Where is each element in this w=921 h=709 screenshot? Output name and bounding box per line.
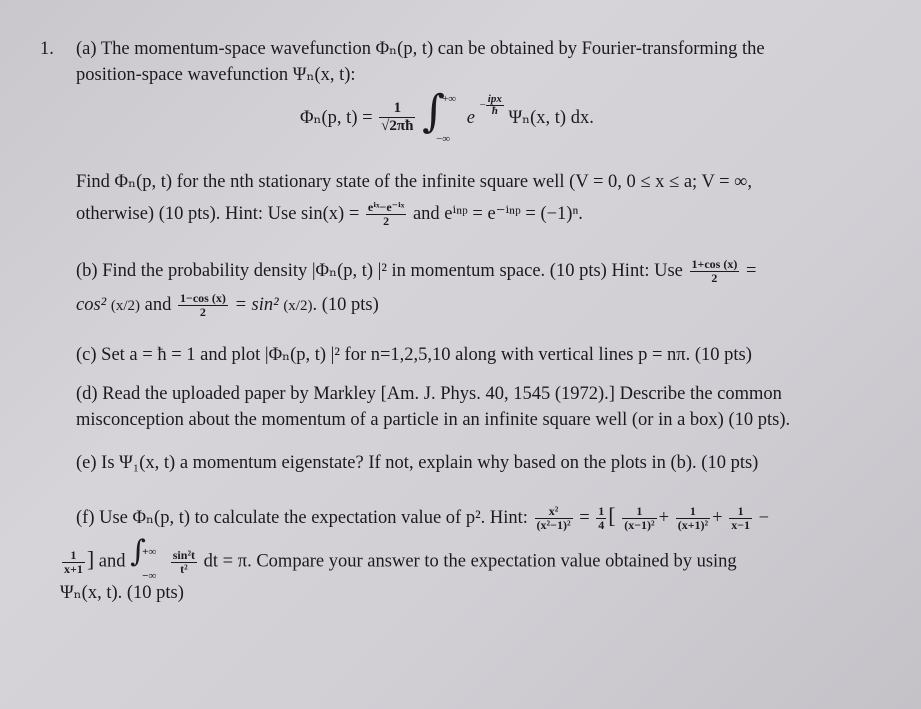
f-frac2-num: 1	[598, 504, 605, 519]
cos-hint-num: 1+cos (x)	[691, 257, 738, 271]
sin-sq-num: 1−cos (x)	[179, 291, 226, 305]
f-minus: −	[758, 508, 770, 528]
f-frac5-den: x−1	[731, 518, 751, 533]
eq-prefactor	[379, 100, 415, 135]
eq-lhs: Φₙ(p, t) =	[300, 107, 373, 128]
sin-sq-den: 2	[199, 305, 206, 319]
part-f-line2: $\frac{1}{x+1}$ ] and ∫ +∞ −∞ $\frac{\text{sin²t}}{\text{t²}}$ dt = π. Compare your answer to the expectation value obtained by using	[60, 547, 737, 577]
f-frac2	[596, 505, 606, 532]
integral-upper: +∞	[442, 92, 457, 105]
part-f-line1: (f) Use Φₙ(p, t) to calculate the expectation value of p². Hint: $\frac{\text{x²}}{\text{(x²−1)²}}$ = $\frac{1}{4}$ [ $\frac{1}{\text{(x−1)²}}$ + $\frac{1}{\text{(x+1)²}}$ + $\frac{1}{x-1}$ −	[76, 503, 770, 533]
sin-squared: = sin²	[234, 294, 279, 315]
find-line2-post: and eⁱⁿᵖ = e⁻ⁱⁿᵖ = (−1)ⁿ.	[412, 203, 583, 224]
part-b-equals: =	[745, 260, 757, 281]
sin-hint-num: eⁱˣ−e⁻ⁱˣ	[367, 200, 405, 214]
f-frac6-den: x+1	[64, 561, 83, 576]
f-frac1-num: x²	[535, 505, 573, 519]
cos-squared: cos²	[76, 294, 107, 315]
f-frac7-den: t²	[180, 561, 188, 576]
f-int-lower: −∞	[142, 570, 157, 582]
eq-rhs: Ψₙ(x, t) dx.	[508, 107, 594, 128]
part-b-points: . (10 pts)	[312, 294, 379, 315]
find-line1: Find Φₙ(p, t) for the nth stationary state of the infinite square well (V = 0, 0 ≤ x ≤ a; V = ∞,	[76, 172, 752, 192]
sin-hint-den: 2	[383, 214, 390, 228]
sin-sq-frac	[178, 292, 228, 319]
f-equals: =	[579, 508, 590, 528]
eq-prefactor-den: √2πħ	[381, 118, 414, 135]
f-frac5	[729, 505, 752, 532]
integral-lower: −∞	[436, 132, 451, 145]
f-frac4-num: 1	[676, 505, 710, 519]
eq-prefactor-num: 1	[379, 100, 415, 118]
f-int-upper: +∞	[142, 546, 157, 558]
part-d-line1: (d) Read the uploaded paper by Markley [Am. J. Phys. 40, 1545 (1972).] Describe the common	[76, 384, 782, 404]
f-frac7	[171, 549, 197, 576]
cos-hint-den: 2	[711, 271, 718, 285]
fourier-equation	[300, 85, 594, 145]
part-b-line2	[76, 292, 379, 319]
f-compare-text: dt = π. Compare your answer to the expectation value obtained by using	[203, 551, 737, 572]
part-e: (e) Is Ψ₁(x, t) a momentum eigenstate? If not, explain why based on the plots in (b). (10 pts)	[76, 453, 759, 473]
exp-base: e	[466, 107, 475, 128]
part-a-line1: (a) The momentum-space wavefunction Φₙ(p, t) can be obtained by Fourier-transforming the	[76, 39, 765, 59]
cos-hint-frac	[690, 258, 740, 285]
exp-num: ipx	[487, 93, 502, 105]
f-frac3-den: (x−1)²	[624, 518, 655, 533]
part-f-text: (f) Use Φₙ(p, t) to calculate the expectation value of p². Hint:	[76, 508, 528, 528]
f-frac6	[62, 549, 85, 576]
find-line2	[76, 201, 583, 228]
f-integral-sign: ∫ +∞ −∞	[130, 547, 164, 577]
f-and: and	[98, 551, 126, 572]
f-frac4	[676, 505, 710, 532]
part-b-line1	[76, 258, 756, 285]
f-frac2-den: 4	[598, 518, 605, 533]
find-line2-pre: otherwise) (10 pts). Hint: Use sin(x) =	[76, 203, 360, 224]
cos-arg: (x/2)	[110, 297, 141, 314]
sin-hint-frac	[366, 201, 406, 228]
f-frac5-num: 1	[729, 505, 752, 519]
part-a-line2: position-space wavefunction Ψₙ(x, t):	[76, 65, 356, 85]
f-frac4-den: (x+1)²	[677, 518, 709, 533]
part-b-text: (b) Find the probability density |Φₙ(p, t) |² in momentum space. (10 pts) Hint: Use	[76, 260, 683, 281]
f-frac3	[622, 505, 656, 532]
part-f-line3: Ψₙ(x, t). (10 pts)	[60, 583, 184, 603]
integral-sign: ∫ +∞ −∞	[422, 96, 462, 140]
f-frac3-num: 1	[622, 505, 656, 519]
part-d-line2: misconception about the momentum of a particle in an infinite square well (or in a box) (10 pts).	[76, 410, 791, 430]
f-frac7-num: sin²t	[172, 547, 196, 562]
part-c: (c) Set a = ħ = 1 and plot |Φₙ(p, t) |² for n=1,2,5,10 along with vertical lines p = nπ. (10 pts)	[76, 345, 752, 365]
and-word: and	[144, 294, 172, 315]
exp-exponent: − $\frac{\text{ipx}}{ħ}$	[479, 93, 502, 117]
f-frac1-den: (x²−1)²	[536, 518, 571, 533]
f-frac6-num: 1	[62, 549, 85, 563]
exp-den: ħ	[491, 105, 498, 117]
sin-arg: (x/2)	[283, 297, 313, 314]
f-frac1	[535, 505, 573, 532]
problem-number: 1.	[40, 39, 54, 59]
